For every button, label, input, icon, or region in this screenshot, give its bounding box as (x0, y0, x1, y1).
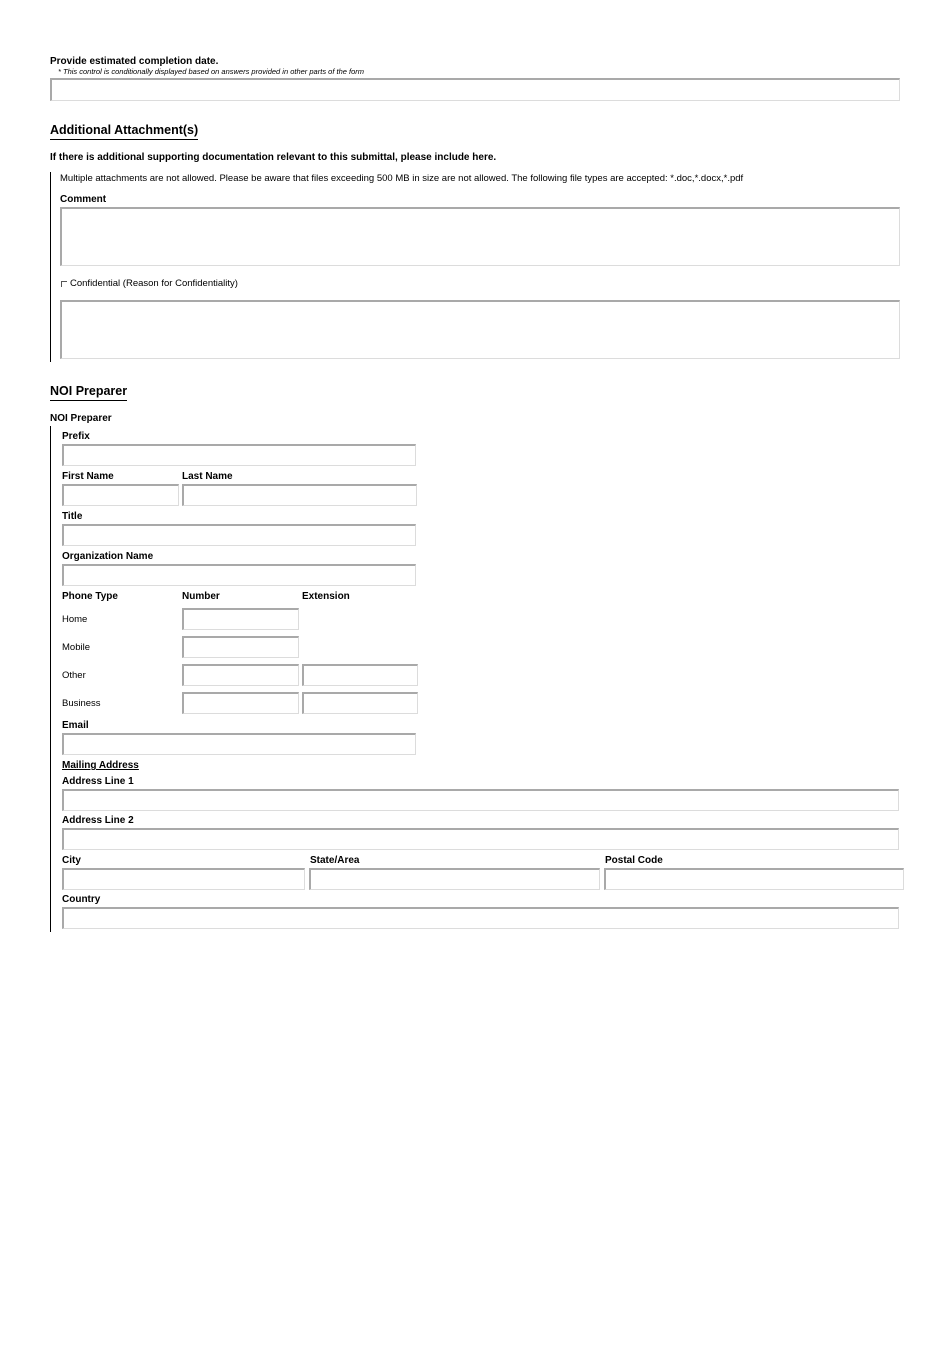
email-input[interactable] (62, 733, 416, 755)
last-name-label: Last Name (182, 471, 233, 482)
organization-input[interactable] (62, 564, 416, 586)
prefix-label: Prefix (62, 431, 90, 442)
title-input[interactable] (62, 524, 416, 546)
postal-code-label: Postal Code (605, 855, 663, 866)
organization-label: Organization Name (62, 551, 154, 562)
attachments-section-bar (50, 172, 51, 362)
address-line1-input[interactable] (62, 789, 899, 811)
last-name-input[interactable] (182, 484, 417, 506)
email-label: Email (62, 720, 89, 731)
state-input[interactable] (309, 868, 600, 890)
first-name-label: First Name (62, 471, 114, 482)
preparer-heading: NOI Preparer (50, 384, 127, 401)
state-label: State/Area (310, 855, 360, 866)
confidential-reason-textarea[interactable] (60, 300, 900, 359)
city-input[interactable] (62, 868, 305, 890)
prefix-input[interactable] (62, 444, 416, 466)
confidential-checkbox[interactable] (61, 281, 67, 287)
phone-type-home: Home (62, 614, 88, 625)
business-number-input[interactable] (182, 692, 299, 714)
other-number-input[interactable] (182, 664, 299, 686)
home-number-input[interactable] (182, 608, 299, 630)
city-label: City (62, 855, 81, 866)
country-label: Country (62, 894, 101, 905)
address-line2-label: Address Line 2 (62, 815, 134, 826)
address-line2-input[interactable] (62, 828, 899, 850)
mailing-address-heading: Mailing Address (62, 760, 139, 771)
preparer-subheading: NOI Preparer (50, 413, 112, 424)
phone-type-other: Other (62, 670, 86, 681)
completion-date-input[interactable] (50, 78, 900, 101)
postal-code-input[interactable] (604, 868, 904, 890)
first-name-input[interactable] (62, 484, 179, 506)
completion-date-label: Provide estimated completion date. (50, 56, 219, 67)
country-input[interactable] (62, 907, 899, 929)
number-label: Number (182, 591, 220, 602)
business-extension-input[interactable] (302, 692, 418, 714)
attachments-heading: Additional Attachment(s) (50, 123, 198, 140)
attachments-info: Multiple attachments are not allowed. Please be aware that files exceeding 500 MB in size are not allowed. The following file types are accepted: *.doc,*.docx,*.pdf (60, 173, 744, 184)
extension-label: Extension (302, 591, 350, 602)
phone-type-mobile: Mobile (62, 642, 90, 653)
phone-type-business: Business (62, 698, 101, 709)
conditional-note: * This control is conditionally displayed based on answers provided in other parts of the form (58, 67, 364, 76)
comment-textarea[interactable] (60, 207, 900, 266)
other-extension-input[interactable] (302, 664, 418, 686)
confidential-label: Confidential (Reason for Confidentiality) (70, 278, 238, 289)
comment-label: Comment (60, 194, 107, 205)
preparer-section-bar (50, 426, 51, 932)
attachments-intro: If there is additional supporting documentation relevant to this submittal, please include here. (50, 152, 497, 163)
phone-type-label: Phone Type (62, 591, 118, 602)
mobile-number-input[interactable] (182, 636, 299, 658)
address-line1-label: Address Line 1 (62, 776, 134, 787)
title-label: Title (62, 511, 83, 522)
